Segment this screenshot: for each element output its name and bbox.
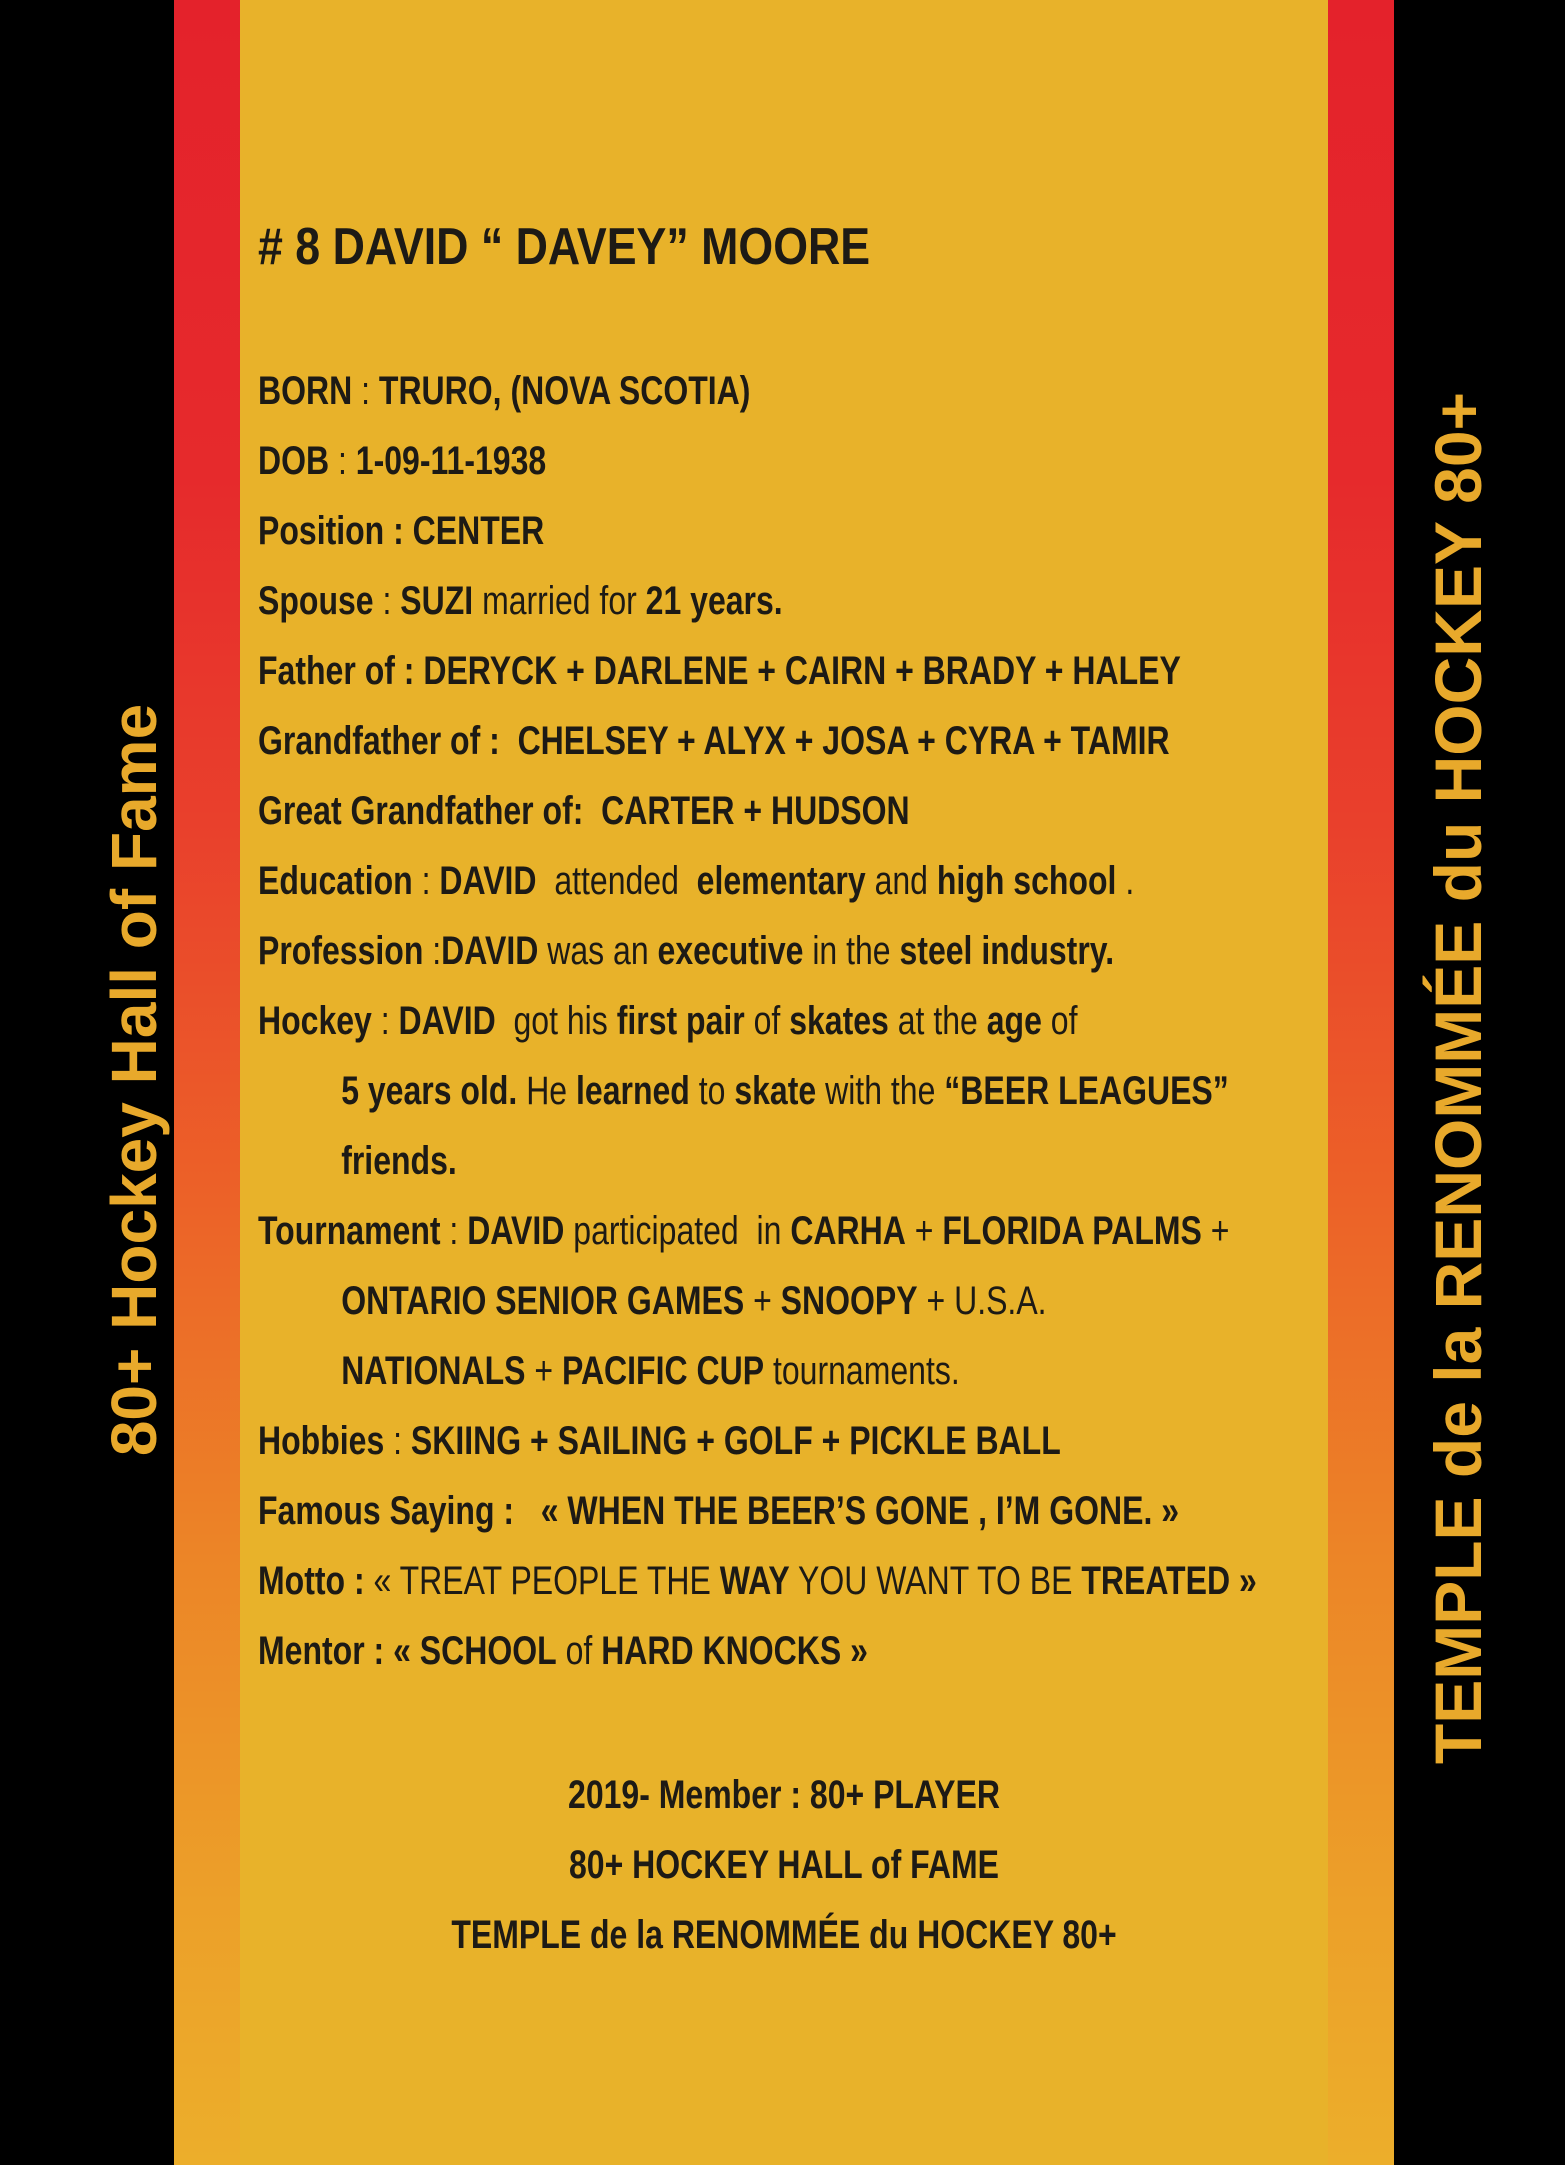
position-row: Position : CENTER [258,509,545,553]
hockey-row-3 [258,1126,1106,1196]
motto-text-3: » [1238,1559,1257,1603]
profession-name: DAVID [441,929,539,973]
born-label: BORN [258,369,353,413]
hockey-text-1: got his [513,999,608,1043]
education-text-3: . [1125,859,1135,903]
hockey-row-2 [258,1056,1229,1126]
hockey-text-5: He [526,1069,568,1113]
hockey-name: DAVID [398,999,496,1043]
education-text-2: and [874,859,928,903]
education-label: Education [258,859,413,903]
hockey-text-7: with the [825,1069,936,1113]
hockey-text-2: of [753,999,781,1043]
hockey-word-7: “BEER LEAGUES” [944,1069,1229,1113]
position-label: Position [258,509,385,553]
footer-line-2: 80+ HOCKEY HALL of FAME [569,1843,999,1887]
spouse-row: Spouse : SUZI married for 21 years. [258,579,783,623]
right-gradient-stripe [1328,0,1394,2165]
famous-saying-row [258,1476,1180,1546]
tournament-plus-4: + [926,1279,946,1323]
mentor-label: Mentor : [258,1629,385,1673]
father-of-row: Father of : DERYCK + DARLENE + CAIRN + BRADY + HALEY [258,649,1181,693]
dob-value: 1-09-11-1938 [355,439,547,483]
profession-text-2: in the [812,929,891,973]
hobbies-label: Hobbies [258,1419,385,1463]
tournament-text-2: in [756,1209,782,1253]
mentor-text-2: of [565,1629,593,1673]
great-grandfather-of-row [258,776,1106,846]
hockey-row: Hockey : DAVID got his first pair of skates at the age of [258,999,1078,1043]
mentor-text-1: « SCHOOL [393,1629,557,1673]
position-value: CENTER [412,509,545,553]
tournament-label: Tournament [258,1209,441,1253]
motto-text-2: YOU WANT TO BE [798,1559,1073,1603]
player-title: # 8 DAVID “ DAVEY” MOORE [258,218,871,276]
great-grandfather-of-label: Great Grandfather of: [258,789,584,833]
right-vertical-title: TEMPLE de la RENOMMÉE du HOCKEY 80+ [1421,391,1495,1765]
hockey-word-3: age [986,999,1042,1043]
education-name: DAVID [439,859,537,903]
profession-label: Profession [258,929,424,973]
hockey-text-6: to [698,1069,726,1113]
education-text-1: attended [554,859,679,903]
profession-text-1: was an [547,929,649,973]
tournament-word-6: NATIONALS [341,1349,526,1393]
profession-row: Profession :DAVID was an executive in the steel industry. [258,929,1115,973]
education-row: Education : DAVID attended elementary and high school . [258,859,1135,903]
hockey-label: Hockey [258,999,372,1043]
hockey-text-4: of [1050,999,1078,1043]
education-word-1: elementary [696,859,866,903]
tournament-row-3 [258,1336,1106,1406]
left-vertical-title: 80+ Hockey Hall of Fame [98,703,170,1457]
grandfather-of-label: Grandfather of [258,719,481,763]
tournament-word-4: SNOOPY [780,1279,918,1323]
footer-line-1: 2019- Member : 80+ PLAYER [568,1773,1000,1817]
bio-content [258,212,1318,1686]
tournament-word-7: PACIFIC CUP [561,1349,765,1393]
born-row: BORN : TRURO, (NOVA SCOTIA) [258,369,751,413]
tournament-word-5: U.S.A. [954,1279,1047,1323]
motto-row [258,1546,1257,1616]
bio-info [258,356,1318,1686]
born-value: TRURO, (NOVA SCOTIA) [378,369,751,413]
hobbies-row: Hobbies : SKIING + SAILING + GOLF + PICKLE BALL [258,1419,1061,1463]
tournament-row-2 [258,1266,1106,1336]
hockey-word-1: first pair [616,999,745,1043]
hockey-word-4: 5 years old. [341,1069,518,1113]
father-of-label: Father of [258,649,395,693]
motto-label: Motto : [258,1559,365,1603]
hockey-word-6: skate [734,1069,817,1113]
grandfather-of-row: Grandfather of : CHELSEY + ALYX + JOSA + CYRA + TAMIR [258,719,1170,763]
spouse-name: SUZI [400,579,474,623]
left-gradient-stripe [174,0,240,2165]
tournament-text-3: tournaments. [772,1349,960,1393]
tournament-word-2: FLORIDA PALMS [942,1209,1202,1253]
tournament-plus-1: + [914,1209,934,1253]
tournament-word-1: CARHA [790,1209,906,1253]
tournament-text-1: participated [573,1209,739,1253]
hobbies-value: SKIING + SAILING + GOLF + PICKLE BALL [410,1419,1061,1463]
hockey-word-2: skates [789,999,889,1043]
spouse-years: 21 years. [645,579,783,623]
tournament-plus-5: + [534,1349,554,1393]
father-of-value: DERYCK + DARLENE + CAIRN + BRADY + HALEY [423,649,1181,693]
profession-word-2: steel industry. [899,929,1115,973]
spouse-label: Spouse [258,579,374,623]
motto-word-2: TREATED [1081,1559,1231,1603]
profession-word-1: executive [657,929,804,973]
spouse-married-text: married for [482,579,637,623]
hockey-word-5: learned [576,1069,690,1113]
dob-row: DOB : 1-09-11-1938 [258,439,547,483]
tournament-plus-3: + [753,1279,772,1323]
tournament-name: DAVID [467,1209,565,1253]
famous-saying-label: Famous Saying : [258,1489,515,1533]
motto-text-1: « TREAT PEOPLE THE [373,1559,711,1603]
footer-line-3: TEMPLE de la RENOMMÉE du HOCKEY 80+ [451,1913,1117,1957]
motto-word-1: WAY [719,1559,790,1603]
tournament-word-3: ONTARIO SENIOR GAMES [341,1279,745,1323]
hockey-text-3: at the [897,999,978,1043]
membership-footer [240,1760,1328,1970]
great-grandfather-of-value: CARTER + HUDSON [601,789,910,833]
grandfather-of-value: CHELSEY + ALYX + JOSA + CYRA + TAMIR [517,719,1170,763]
education-word-2: high school [936,859,1117,903]
tournament-plus-2: + [1210,1209,1230,1253]
hockey-word-8: friends. [341,1139,457,1183]
mentor-row [258,1616,1106,1686]
tournament-row: Tournament : DAVID participated in CARHA + FLORIDA PALMS + [258,1209,1230,1253]
mentor-text-3: HARD KNOCKS » [601,1629,868,1673]
famous-saying-value: « WHEN THE BEER’S GONE , I’M GONE. » [540,1489,1180,1533]
dob-label: DOB [258,439,330,483]
